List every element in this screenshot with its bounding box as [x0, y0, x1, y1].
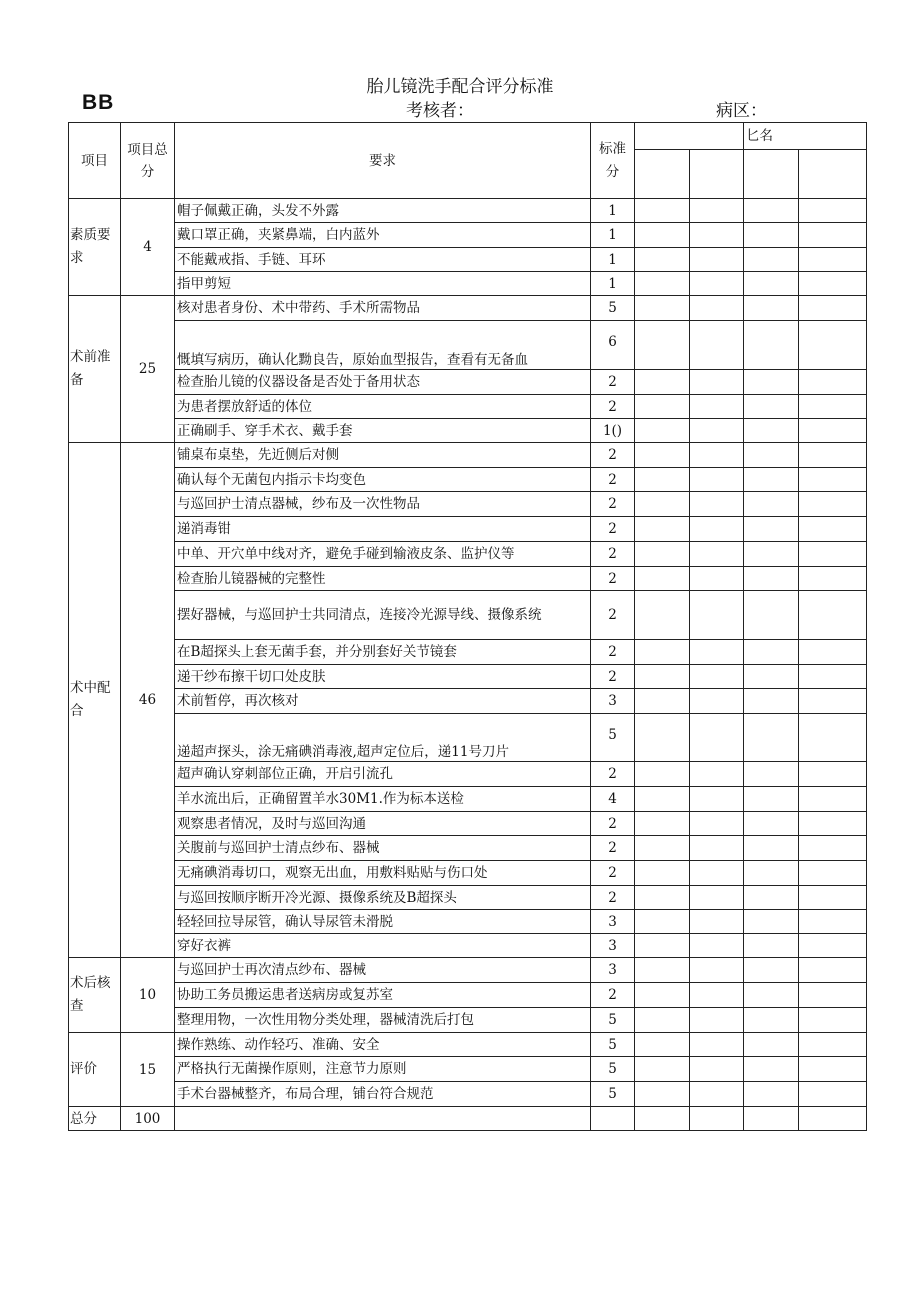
header-standard: 标准分 — [591, 123, 635, 199]
requirement-text: 超声确认穿刺部位正确，开启引流孔 — [175, 762, 591, 787]
standard-score: 5 — [591, 1082, 635, 1107]
standard-score: 1 — [591, 223, 635, 248]
score-input-cell[interactable] — [690, 199, 744, 223]
score-input-cell[interactable] — [744, 910, 799, 934]
standard-score: 2 — [591, 395, 635, 419]
standard-score: 6 — [591, 321, 635, 370]
score-input-cell[interactable] — [690, 640, 744, 665]
score-input-cell[interactable] — [690, 983, 744, 1008]
group-score: 4 — [121, 199, 175, 296]
score-input-cell[interactable] — [690, 762, 744, 787]
examiner-label: 考核者： — [406, 101, 474, 121]
score-input-cell[interactable] — [799, 1107, 867, 1131]
group-score: 15 — [121, 1033, 175, 1107]
score-input-cell[interactable] — [690, 248, 744, 272]
requirement-text: 操作熟练、动作轻巧、准确、安全 — [175, 1033, 591, 1057]
score-input-cell[interactable] — [799, 836, 867, 861]
score-input-cell[interactable] — [744, 517, 799, 542]
table-row — [69, 640, 867, 665]
requirement-text: 检查胎儿镜器械的完整性 — [175, 567, 591, 591]
standard-score: 2 — [591, 542, 635, 567]
score-input-cell[interactable] — [744, 370, 799, 395]
table-row — [69, 689, 867, 714]
score-input-cell[interactable] — [635, 886, 690, 910]
score-input-cell[interactable] — [690, 861, 744, 886]
score-input-cell[interactable] — [635, 468, 690, 492]
score-input-cell[interactable] — [799, 762, 867, 787]
score-input-cell[interactable] — [799, 689, 867, 714]
score-input-cell[interactable] — [799, 468, 867, 492]
score-input-cell[interactable] — [799, 370, 867, 395]
score-input-cell[interactable] — [635, 1107, 690, 1131]
score-input-cell[interactable] — [744, 762, 799, 787]
requirement-text: 核对患者身份、术中带药、手术所需物品 — [175, 296, 591, 321]
examinee-column[interactable] — [690, 150, 744, 199]
requirement-text: 与巡回护士再次清点纱布、器械 — [175, 958, 591, 983]
score-input-cell[interactable] — [690, 886, 744, 910]
score-input-cell[interactable] — [635, 665, 690, 689]
score-input-cell[interactable] — [690, 567, 744, 591]
standard-score: 2 — [591, 665, 635, 689]
header-total: 项目总分 — [121, 123, 175, 199]
group-name: 术后核查 — [69, 958, 121, 1033]
table-row — [69, 248, 867, 272]
score-input-cell[interactable] — [744, 542, 799, 567]
score-input-cell[interactable] — [744, 199, 799, 223]
score-input-cell[interactable] — [690, 296, 744, 321]
table-row — [69, 1057, 867, 1082]
score-input-cell[interactable] — [690, 812, 744, 836]
standard-score: 5 — [591, 1008, 635, 1033]
requirement-text: 在B超探头上套无菌手套，并分别套好关节镜套 — [175, 640, 591, 665]
score-input-cell[interactable] — [690, 272, 744, 296]
table-row — [69, 934, 867, 958]
standard-score: 1 — [591, 272, 635, 296]
score-input-cell[interactable] — [690, 934, 744, 958]
header-name: 匕名 — [744, 123, 867, 150]
score-input-cell[interactable] — [635, 370, 690, 395]
score-input-cell[interactable] — [635, 1033, 690, 1057]
score-input-cell[interactable] — [744, 934, 799, 958]
score-input-cell[interactable] — [799, 910, 867, 934]
table-row — [69, 395, 867, 419]
table-row — [69, 591, 867, 640]
table-row — [69, 958, 867, 983]
score-input-cell[interactable] — [690, 836, 744, 861]
standard-score: 2 — [591, 861, 635, 886]
requirement-text: 摆好器械，与巡回护士共同清点，连接冷光源导线、摄像系统 — [175, 591, 591, 640]
standard-score: 2 — [591, 492, 635, 517]
standard-score: 2 — [591, 370, 635, 395]
score-input-cell[interactable] — [744, 886, 799, 910]
requirement-text: 与巡回按顺序断开冷光源、摄像系统及B超探头 — [175, 886, 591, 910]
requirement-text: 不能戴戒指、手链、耳环 — [175, 248, 591, 272]
score-input-cell[interactable] — [690, 689, 744, 714]
requirement-text: 羊水流出后，正确留置羊水30M1.作为标本送检 — [175, 787, 591, 812]
score-input-cell[interactable] — [635, 689, 690, 714]
table-row — [69, 321, 867, 370]
score-input-cell[interactable] — [799, 886, 867, 910]
standard-score: 2 — [591, 983, 635, 1008]
examinee-column[interactable] — [635, 150, 690, 199]
table-row — [69, 542, 867, 567]
score-input-cell[interactable] — [635, 861, 690, 886]
standard-score: 2 — [591, 591, 635, 640]
standard-score: 3 — [591, 689, 635, 714]
score-input-cell[interactable] — [744, 787, 799, 812]
score-input-cell[interactable] — [744, 812, 799, 836]
score-input-cell[interactable] — [690, 910, 744, 934]
score-input-cell[interactable] — [635, 787, 690, 812]
score-input-cell[interactable] — [799, 1008, 867, 1033]
table-row — [69, 665, 867, 689]
group-name: 术前准备 — [69, 296, 121, 443]
table-row — [69, 199, 867, 223]
score-input-cell[interactable] — [690, 370, 744, 395]
score-input-cell[interactable] — [799, 714, 867, 762]
header-item: 项目 — [69, 123, 121, 199]
score-input-cell[interactable] — [690, 1008, 744, 1033]
score-input-cell[interactable] — [799, 223, 867, 248]
logo-text: BB — [82, 91, 115, 114]
standard-score: 5 — [591, 1057, 635, 1082]
score-input-cell[interactable] — [635, 248, 690, 272]
score-input-cell[interactable] — [690, 958, 744, 983]
score-input-cell[interactable] — [690, 1057, 744, 1082]
requirement-text: 无痛碘消毒切口，观察无出血，用敷料贴贴与伤口处 — [175, 861, 591, 886]
requirement-text: 正确刷手、穿手术衣、戴手套 — [175, 419, 591, 443]
table-row — [69, 419, 867, 443]
score-input-cell[interactable] — [744, 714, 799, 762]
score-input-cell[interactable] — [799, 665, 867, 689]
score-input-cell[interactable] — [744, 1107, 799, 1131]
score-input-cell[interactable] — [690, 517, 744, 542]
score-input-cell[interactable] — [744, 296, 799, 321]
requirement-text: 轻轻回拉导尿管，确认导尿管未滑脱 — [175, 910, 591, 934]
requirement-text: 中单、开穴单中线对齐，避免手碰到输液皮条、监护仪等 — [175, 542, 591, 567]
table-row — [69, 492, 867, 517]
score-input-cell[interactable] — [799, 812, 867, 836]
score-input-cell[interactable] — [799, 861, 867, 886]
score-input-cell[interactable] — [690, 1107, 744, 1131]
score-input-cell[interactable] — [635, 443, 690, 468]
requirement-text: 协助工务员搬运患者送病房或复苏室 — [175, 983, 591, 1008]
score-input-cell[interactable] — [175, 1107, 591, 1131]
score-input-cell[interactable] — [690, 468, 744, 492]
requirement-text: 慨填写病历，确认化黝良告，原始血型报告，查看有无备血 — [175, 321, 591, 370]
score-input-cell[interactable] — [690, 492, 744, 517]
standard-score: 3 — [591, 910, 635, 934]
table-row — [69, 567, 867, 591]
table-row — [69, 272, 867, 296]
standard-score: 2 — [591, 640, 635, 665]
group-score: 46 — [121, 443, 175, 958]
score-input-cell[interactable] — [744, 321, 799, 370]
scoring-table-body — [69, 123, 867, 1131]
table-row — [69, 762, 867, 787]
score-input-cell[interactable] — [635, 762, 690, 787]
score-input-cell[interactable] — [635, 272, 690, 296]
score-input-cell[interactable] — [635, 1057, 690, 1082]
score-input-cell[interactable] — [635, 714, 690, 762]
requirement-text: 术前暂停，再次核对 — [175, 689, 591, 714]
score-input-cell[interactable] — [799, 787, 867, 812]
score-input-cell[interactable] — [744, 665, 799, 689]
requirement-text: 关腹前与巡回护士清点纱布、器械 — [175, 836, 591, 861]
standard-score: 5 — [591, 714, 635, 762]
score-input-cell[interactable] — [799, 567, 867, 591]
standard-score: 2 — [591, 762, 635, 787]
table-row — [69, 910, 867, 934]
score-input-cell[interactable] — [635, 1082, 690, 1107]
standard-score: 2 — [591, 836, 635, 861]
score-input-cell[interactable] — [690, 591, 744, 640]
score-input-cell[interactable] — [635, 542, 690, 567]
standard-score: 2 — [591, 567, 635, 591]
standard-score: 3 — [591, 958, 635, 983]
standard-score: 1 — [591, 248, 635, 272]
score-input-cell[interactable] — [744, 1082, 799, 1107]
requirement-text: 戴口罩正确，夹紧鼻端，白内蓝外 — [175, 223, 591, 248]
score-input-cell[interactable] — [799, 958, 867, 983]
score-input-cell[interactable] — [635, 910, 690, 934]
standard-score: 1 — [591, 199, 635, 223]
table-row — [69, 714, 867, 762]
score-input-cell[interactable] — [744, 395, 799, 419]
score-input-cell[interactable] — [635, 517, 690, 542]
score-input-cell[interactable] — [744, 567, 799, 591]
score-input-cell[interactable] — [744, 1008, 799, 1033]
group-score: 25 — [121, 296, 175, 443]
table-row — [69, 517, 867, 542]
ward-label: 病区： — [716, 101, 767, 121]
table-row — [69, 468, 867, 492]
score-input-cell[interactable] — [635, 934, 690, 958]
score-input-cell[interactable] — [635, 296, 690, 321]
score-input-cell[interactable] — [799, 517, 867, 542]
table-row — [69, 886, 867, 910]
score-input-cell[interactable] — [690, 395, 744, 419]
requirement-text: 帽子佩戴正确，头发不外露 — [175, 199, 591, 223]
score-input-cell[interactable] — [635, 591, 690, 640]
requirement-text: 铺桌布桌垫，先近侧后对侧 — [175, 443, 591, 468]
score-input-cell[interactable] — [635, 199, 690, 223]
requirement-text: 指甲剪短 — [175, 272, 591, 296]
requirement-text: 严格执行无菌操作原则，注意节力原则 — [175, 1057, 591, 1082]
scoring-table — [68, 122, 867, 1131]
total-row — [69, 1107, 867, 1131]
score-input-cell[interactable] — [799, 248, 867, 272]
score-input-cell[interactable] — [690, 223, 744, 248]
score-input-cell[interactable] — [690, 1033, 744, 1057]
table-row — [69, 1033, 867, 1057]
table-row — [69, 443, 867, 468]
total-value: 100 — [121, 1107, 175, 1131]
requirement-text: 递消毒钳 — [175, 517, 591, 542]
score-input-cell[interactable] — [635, 983, 690, 1008]
table-row — [69, 1082, 867, 1107]
score-input-cell[interactable] — [690, 665, 744, 689]
score-input-cell[interactable] — [799, 419, 867, 443]
score-input-cell[interactable] — [799, 1082, 867, 1107]
score-input-cell[interactable] — [744, 1033, 799, 1057]
score-input-cell[interactable] — [744, 248, 799, 272]
header-requirement: 要求 — [175, 123, 591, 199]
score-input-cell[interactable] — [744, 1057, 799, 1082]
score-input-cell[interactable] — [744, 591, 799, 640]
requirement-text: 递超声探头，涂无痛碘消毒液,超声定位后，递11号刀片 — [175, 714, 591, 762]
score-input-cell[interactable] — [744, 419, 799, 443]
group-score: 10 — [121, 958, 175, 1033]
requirement-text: 手术台器械整齐，布局合理，铺台符合规范 — [175, 1082, 591, 1107]
standard-score: 2 — [591, 812, 635, 836]
score-input-cell[interactable] — [635, 567, 690, 591]
score-input-cell[interactable] — [690, 1082, 744, 1107]
score-input-cell[interactable] — [635, 321, 690, 370]
table-row — [69, 296, 867, 321]
score-input-cell[interactable] — [635, 836, 690, 861]
score-input-cell[interactable] — [799, 1033, 867, 1057]
score-input-cell[interactable] — [799, 395, 867, 419]
table-row — [69, 370, 867, 395]
score-input-cell[interactable] — [744, 689, 799, 714]
standard-score: 5 — [591, 296, 635, 321]
score-input-cell[interactable] — [690, 321, 744, 370]
header-name-blank[interactable] — [635, 123, 744, 150]
score-input-cell[interactable] — [635, 223, 690, 248]
score-input-cell[interactable] — [635, 958, 690, 983]
score-input-cell[interactable] — [799, 321, 867, 370]
requirement-text: 观察患者情况，及时与巡回沟通 — [175, 812, 591, 836]
standard-score: 5 — [591, 1033, 635, 1057]
table-row — [69, 836, 867, 861]
score-input-cell[interactable] — [799, 640, 867, 665]
score-input-cell[interactable] — [799, 591, 867, 640]
score-input-cell[interactable] — [744, 836, 799, 861]
score-input-cell[interactable] — [744, 640, 799, 665]
score-input-cell[interactable] — [690, 714, 744, 762]
score-input-cell[interactable] — [799, 296, 867, 321]
requirement-text: 检查胎儿镜的仪器设备是否处于备用状态 — [175, 370, 591, 395]
score-input-cell[interactable] — [799, 199, 867, 223]
score-input-cell[interactable] — [635, 492, 690, 517]
score-input-cell[interactable] — [635, 640, 690, 665]
score-input-cell[interactable] — [744, 443, 799, 468]
score-input-cell[interactable] — [744, 983, 799, 1008]
score-input-cell[interactable] — [635, 419, 690, 443]
requirement-text: 与巡回护士清点器械，纱布及一次性物品 — [175, 492, 591, 517]
requirement-text: 确认每个无菌包内指示卡均变色 — [175, 468, 591, 492]
group-name: 素质要求 — [69, 199, 121, 296]
score-input-cell[interactable] — [744, 958, 799, 983]
group-name: 评价 — [69, 1033, 121, 1107]
score-input-cell[interactable] — [635, 395, 690, 419]
standard-score: 2 — [591, 468, 635, 492]
group-name: 术中配合 — [69, 443, 121, 958]
total-label: 总分 — [69, 1107, 121, 1131]
score-input-cell[interactable] — [799, 934, 867, 958]
score-input-cell[interactable] — [799, 1057, 867, 1082]
score-input-cell[interactable] — [744, 468, 799, 492]
table-row — [69, 1008, 867, 1033]
requirement-text: 穿好衣裤 — [175, 934, 591, 958]
score-input-cell[interactable] — [799, 443, 867, 468]
score-input-cell[interactable] — [635, 1008, 690, 1033]
score-input-cell[interactable] — [690, 443, 744, 468]
score-input-cell[interactable] — [744, 861, 799, 886]
table-row — [69, 812, 867, 836]
score-input-cell[interactable] — [799, 272, 867, 296]
score-input-cell[interactable] — [690, 419, 744, 443]
score-input-cell[interactable] — [591, 1107, 635, 1131]
score-input-cell[interactable] — [799, 542, 867, 567]
score-input-cell[interactable] — [799, 983, 867, 1008]
standard-score: 1() — [591, 419, 635, 443]
score-input-cell[interactable] — [635, 812, 690, 836]
score-input-cell[interactable] — [690, 542, 744, 567]
requirement-text: 整理用物，一次性用物分类处理，器械清洗后打包 — [175, 1008, 591, 1033]
table-row — [69, 861, 867, 886]
score-input-cell[interactable] — [744, 272, 799, 296]
score-input-cell[interactable] — [799, 492, 867, 517]
examinee-column[interactable] — [744, 150, 799, 199]
table-row — [69, 983, 867, 1008]
requirement-text: 递干纱布擦干切口处皮肤 — [175, 665, 591, 689]
standard-score: 2 — [591, 886, 635, 910]
examinee-column[interactable] — [799, 150, 867, 199]
page-title: 胎儿镜洗手配合评分标准 — [366, 77, 554, 97]
requirement-text: 为患者摆放舒适的体位 — [175, 395, 591, 419]
standard-score: 3 — [591, 934, 635, 958]
score-input-cell[interactable] — [690, 787, 744, 812]
table-row — [69, 223, 867, 248]
standard-score: 2 — [591, 517, 635, 542]
score-input-cell[interactable] — [744, 223, 799, 248]
standard-score: 4 — [591, 787, 635, 812]
standard-score: 2 — [591, 443, 635, 468]
table-row — [69, 787, 867, 812]
score-input-cell[interactable] — [744, 492, 799, 517]
